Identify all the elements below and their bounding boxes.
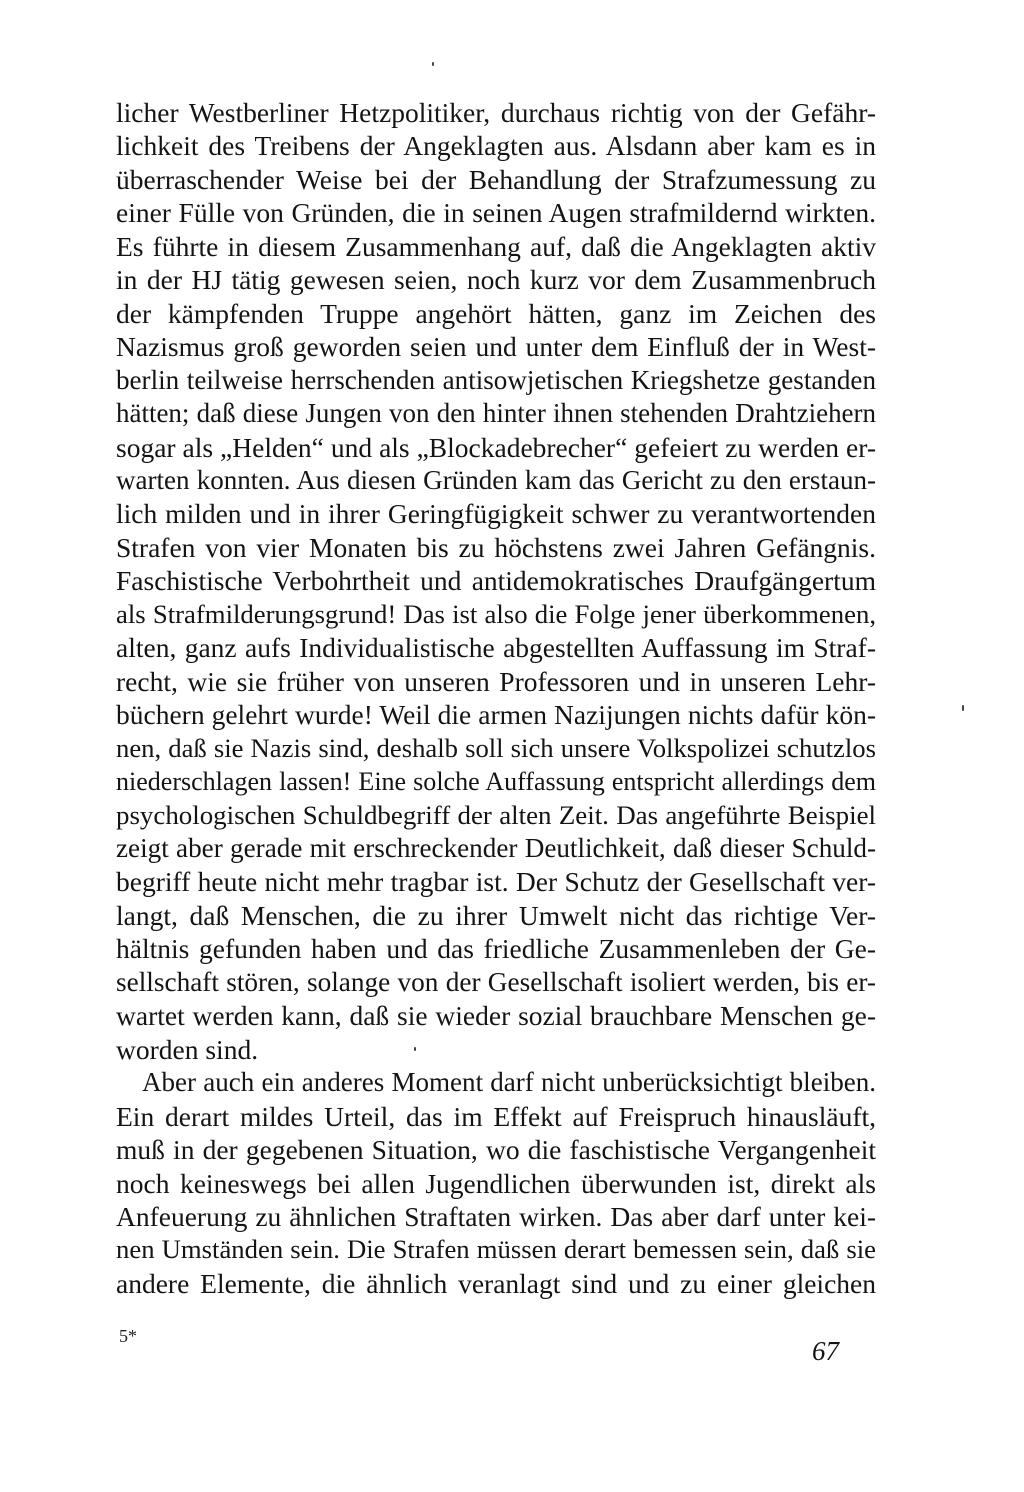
text-line: warten konnten. Aus diesen Gründen kam das Gericht zu den erstaun-: [116, 464, 876, 495]
text-line: in der HJ tätig gewesen seien, noch kurz vor dem Zusammenbruch: [116, 264, 876, 296]
text-line: hätten; daß diese Jungen von den hinter ihnen stehenden Drahtziehern: [116, 398, 876, 429]
text-line: büchern gelehrt wurde! Weil die armen Nazijungen nichts dafür kön-: [116, 699, 876, 731]
text-line: alten, ganz aufs Individualistische abgestellten Auffassung im Straf-: [116, 632, 876, 664]
text-line: der kämpfenden Truppe angehört hätten, ganz im Zeichen des: [116, 297, 876, 329]
print-speck: [432, 62, 434, 66]
text-line: Faschistische Verbohrtheit und antidemokratisches Draufgängertum: [116, 565, 876, 597]
paragraph-2: [116, 1066, 876, 1300]
text-line: Anfeuerung zu ähnlichen Straftaten wirken. Das aber darf unter kei-: [116, 1200, 876, 1232]
text-line: hältnis gefunden haben und das friedliche Zusammenleben der Ge-: [116, 933, 876, 965]
text-line: nen, daß sie Nazis sind, deshalb soll sich unsere Volkspolizei schutzlos: [116, 732, 876, 763]
print-speck: [962, 705, 964, 711]
text-line: nen Umständen sein. Die Strafen müssen derart bemessen sein, daß sie: [116, 1234, 876, 1265]
text-line: überraschender Weise bei der Behandlung der Strafzumessung zu: [116, 163, 876, 195]
text-line: zeigt aber gerade mit erschreckender Deutlichkeit, daß dieser Schuld-: [116, 832, 876, 863]
text-line: einer Fülle von Gründen, die in seinen Augen strafmildernd wirkten.: [116, 197, 876, 229]
text-line: andere Elemente, die ähnlich veranlagt sind und zu einer gleichen: [116, 1267, 876, 1299]
text-line: Nazismus groß geworden seien und unter dem Einfluß der in West-: [116, 331, 876, 363]
text-line: noch keineswegs bei allen Jugendlichen überwunden ist, direkt als: [116, 1167, 876, 1199]
text-line: wartet werden kann, daß sie wieder sozial brauchbare Menschen ge-: [116, 1000, 876, 1032]
text-line: worden sind.: [116, 1033, 259, 1065]
text-line: psychologischen Schuldbegriff der alten Zeit. Das angeführte Beispiel: [116, 799, 876, 830]
text-line: sellschaft stören, solange von der Gesellschaft isoliert werden, bis er-: [116, 966, 876, 997]
text-line: berlin teilweise herrschenden antisowjetischen Kriegshetze gestanden: [116, 364, 876, 395]
text-line: niederschlagen lassen! Eine solche Auffassung entspricht allerdings dem: [116, 767, 876, 797]
paragraph-1: [116, 96, 876, 1066]
text-line: licher Westberliner Hetzpolitiker, durchaus richtig von der Gefähr-: [116, 97, 876, 128]
print-speck: [414, 1047, 416, 1051]
text-line: recht, wie sie früher von unseren Professoren und in unseren Lehr-: [116, 665, 876, 697]
text-line: begriff heute nicht mehr tragbar ist. Der Schutz der Gesellschaft ver-: [116, 866, 876, 898]
text-line: Aber auch ein anderes Moment darf nicht unberücksichtigt bleiben.: [142, 1067, 876, 1098]
page-number: 67: [812, 1336, 839, 1366]
text-line: sogar als „Helden“ und als „Blockadebrecher“ gefeiert zu werden er-: [116, 431, 876, 463]
signature-mark: 5*: [119, 1326, 137, 1346]
text-line: langt, daß Menschen, die zu ihrer Umwelt nicht das richtige Ver-: [116, 899, 876, 931]
text-line: als Strafmilderungsgrund! Das ist also die Folge jener überkommenen,: [116, 598, 876, 629]
body-text: [116, 96, 876, 1300]
text-line: lichkeit des Treibens der Angeklagten aus. Alsdann aber kam es in: [116, 130, 876, 162]
text-line: Ein derart mildes Urteil, das im Effekt auf Freispruch hinausläuft,: [116, 1100, 876, 1132]
text-line: Es führte in diesem Zusammenhang auf, daß die Angeklagten aktiv: [116, 230, 876, 262]
text-line: lich milden und in ihrer Geringfügigkeit schwer zu verantwortenden: [116, 498, 876, 530]
text-line: Strafen von vier Monaten bis zu höchstens zwei Jahren Gefängnis.: [116, 531, 876, 563]
text-line: muß in der gegebenen Situation, wo die faschistische Vergangenheit: [116, 1134, 876, 1166]
